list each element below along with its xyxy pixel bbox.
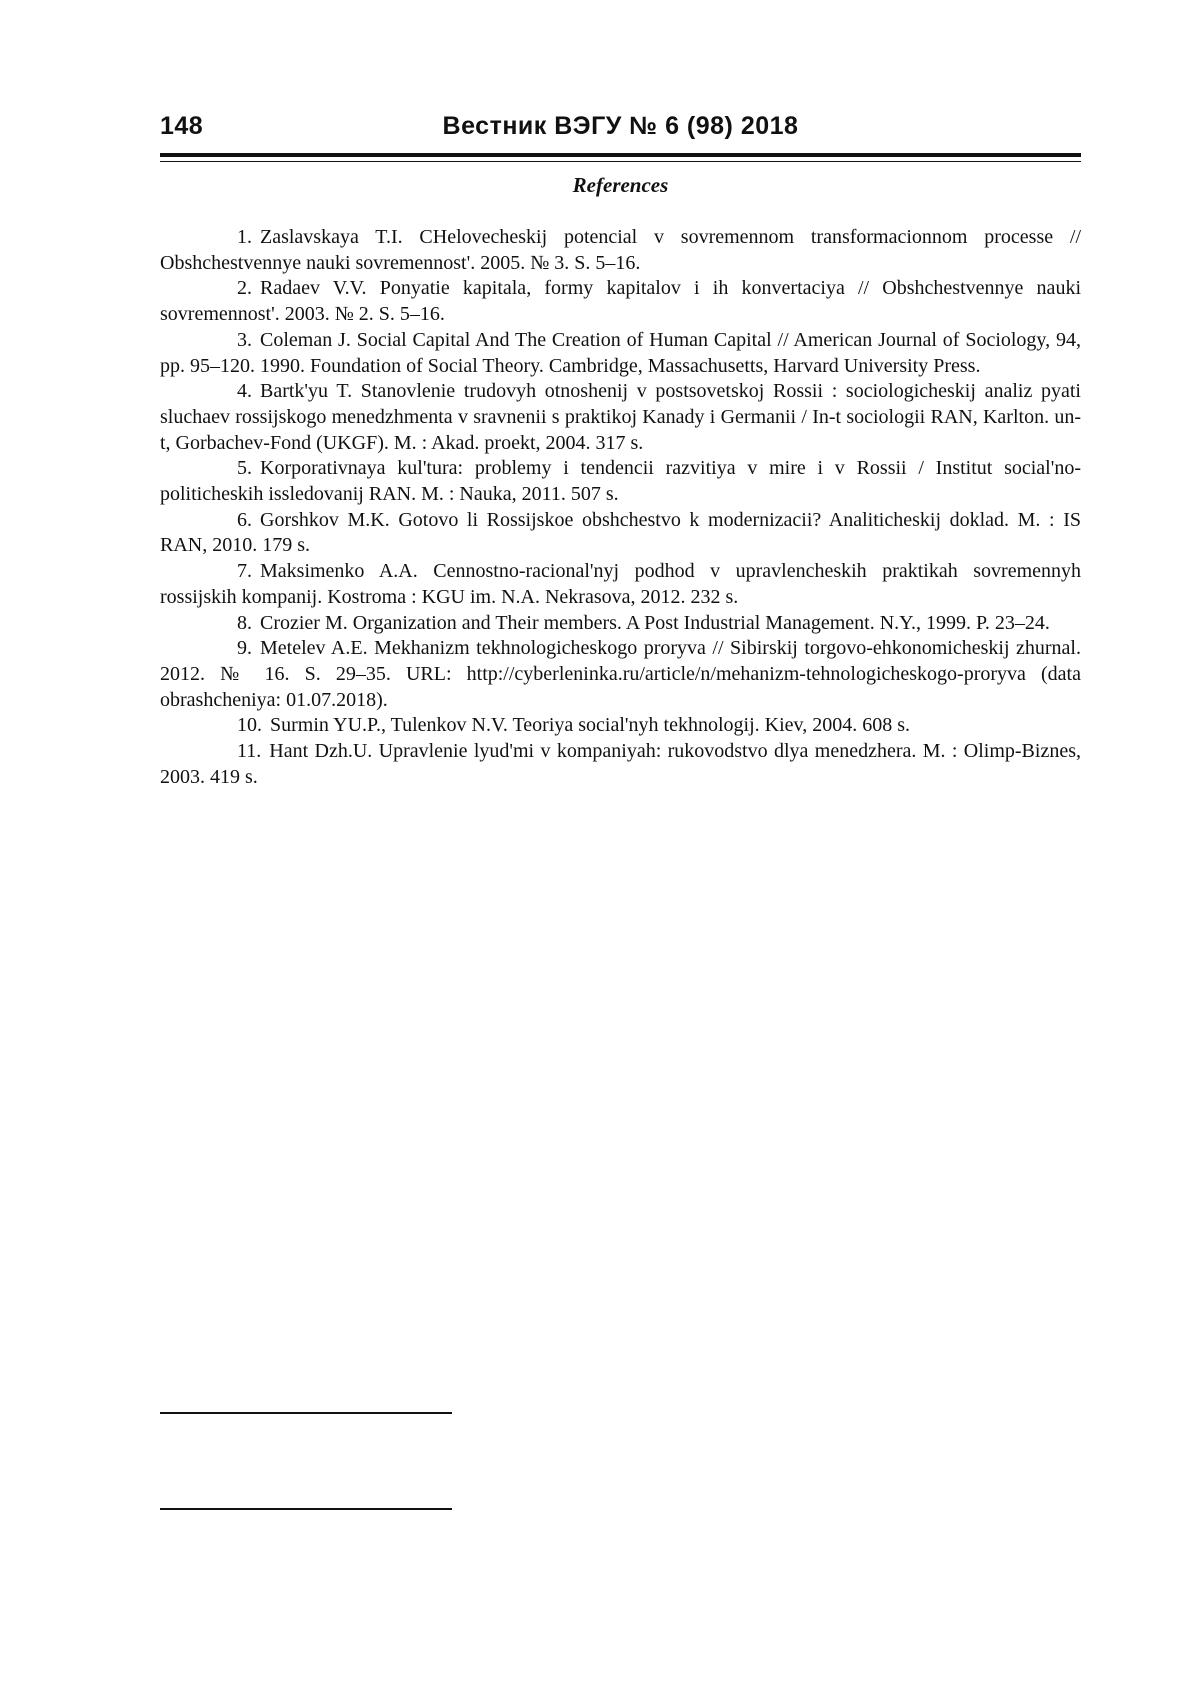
reference-text: Zaslavskaya T.I. CHelovecheskij potencial v sovremennom transformacionnom processe // Obshchestvennye nauki sovremennost'. 2005. № 3. S. 5–16. — [160, 226, 1081, 274]
reference-number: 6. — [237, 508, 252, 531]
reference-number: 9. — [237, 637, 252, 660]
reference-number: 2. — [237, 277, 252, 300]
references-list — [160, 225, 1081, 790]
reference-number: 4. — [237, 380, 252, 403]
reference-text: Hant Dzh.U. Upravlenie lyud'mi v kompaniyah: rukovodstvo dlya menedzhera. M. : Olimp-Biznes, 2003. 419 s. — [160, 740, 1081, 788]
reference-text: Crozier M. Organization and Their members. A Post Industrial Management. N.Y., 1999. P. 23–24. — [260, 611, 1050, 634]
reference-item — [160, 328, 1081, 379]
reference-number: 1. — [237, 226, 252, 248]
reference-item — [160, 739, 1081, 790]
reference-text: Surmin YU.P., Tulenkov N.V. Teoriya social'nyh tekhnologij. Kiev, 2004. 608 s. — [270, 714, 910, 737]
reference-text: Korporativnaya kul'tura: problemy i tendencii razvitiya v mire i v Rossii / Institut social'no-politicheskih issledovanij RAN. M. : Nauka, 2011. 507 s. — [160, 457, 1081, 506]
reference-item — [160, 379, 1081, 456]
journal-title: Вестник ВЭГУ № 6 (98) 2018 — [442, 112, 799, 140]
reference-number: 7. — [237, 560, 252, 583]
reference-text: Metelev A.E. Mekhanizm tekhnologicheskogo proryva // Sibirskij torgovo-ehkonomicheskij zhurnal. 2012. № 16. S. 29–35. URL: http://cyberleninka.ru/article/n/mehanizm-tehnologicheskogo-proryva (data obrashcheniya: 01.07.2018). — [160, 637, 1081, 711]
reference-number: 8. — [237, 611, 252, 634]
reference-text: Bartk'yu T. Stanovlenie trudovyh otnoshenij v postsovetskoj Rossii : sociologicheskij analiz pyati sluchaev rossijskogo menedzhmenta v sravnenii s praktikoj Kanady i Germanii / In-t sociologii RAN, Karlton. un-t, Gorbachev-Fond (UKGF). M. : Akad. proekt, 2004. 317 s. — [160, 380, 1081, 454]
reference-text: Gorshkov M.K. Gotovo li Rossijskoe obshchestvo k modernizacii? Analiticheskij doklad. M. : IS RAN, 2010. 179 s. — [160, 508, 1081, 557]
reference-item — [160, 276, 1081, 327]
page-header — [160, 112, 1081, 146]
reference-text: Radaev V.V. Ponyatie kapitala, formy kapitalov i ih konvertaciya // Obshchestvennye nauki sovremennost'. 2003. № 2. S. 5–16. — [160, 277, 1081, 326]
reference-text: Maksimenko A.A. Cennostno-racional'nyj podhod v upravlencheskih praktikah sovremennyh rossijskih kompanij. Kostroma : KGU im. N.A. Nekrasova, 2012. 232 s. — [160, 560, 1081, 608]
reference-item — [160, 636, 1081, 713]
reference-item — [160, 508, 1081, 559]
reference-number: 11. — [237, 740, 262, 763]
reference-number: 3. — [237, 328, 252, 351]
header-rule-thin — [160, 161, 1081, 162]
reference-item — [160, 713, 1081, 739]
reference-item — [160, 611, 1081, 637]
reference-item — [160, 225, 1081, 276]
reference-item — [160, 559, 1081, 610]
footnote-rule — [160, 1412, 452, 1414]
reference-item — [160, 456, 1081, 507]
reference-number: 10. — [237, 714, 262, 737]
header-rule-thick — [160, 153, 1081, 157]
references-heading: References — [572, 173, 669, 197]
reference-number: 5. — [237, 457, 252, 480]
footnote-rule — [160, 1508, 452, 1510]
reference-text: Coleman J. Social Capital And The Creation of Human Capital // American Journal of Sociology, 94, pp. 95–120. 1990. Foundation of Social Theory. Cambridge, Massachusetts, Harvard University Press. — [160, 328, 1081, 377]
page-number: 148 — [160, 112, 204, 140]
